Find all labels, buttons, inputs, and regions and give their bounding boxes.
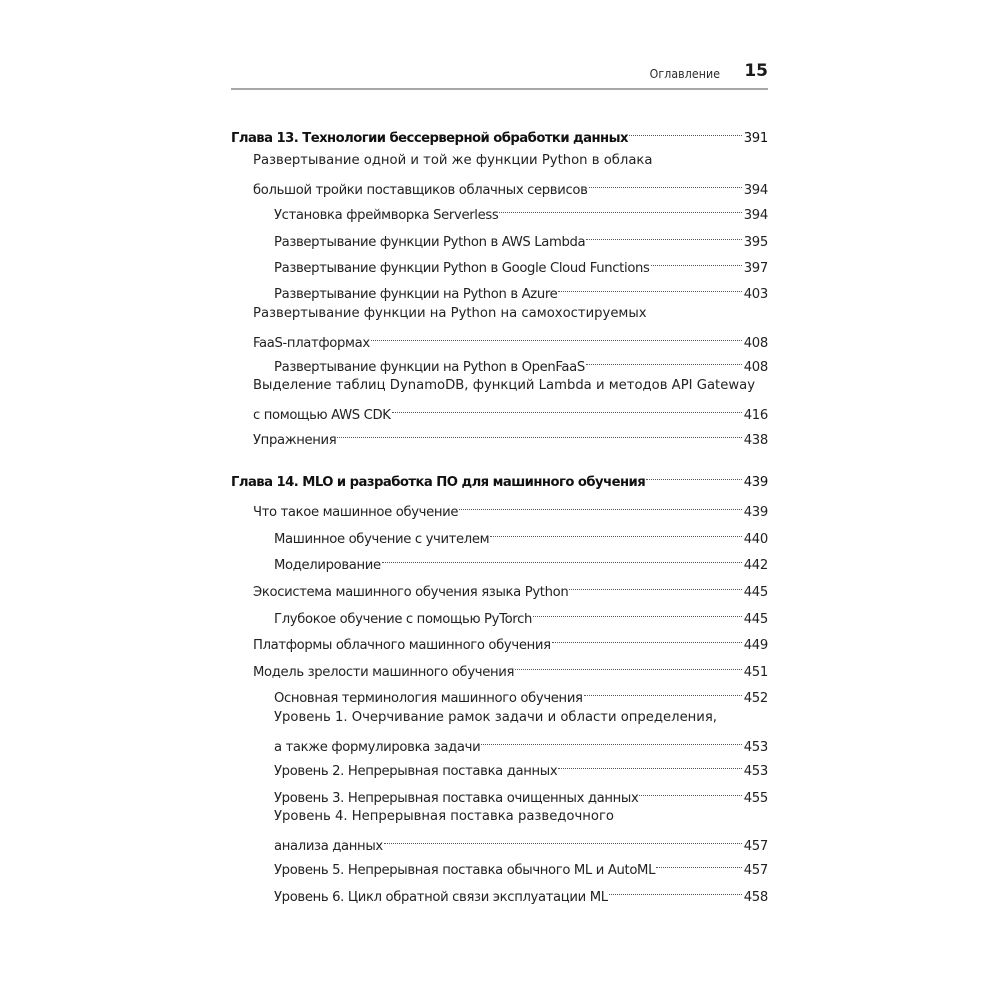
- toc-entry-title-line2: анализа данных: [274, 839, 383, 854]
- running-head: [231, 60, 768, 90]
- toc-entry-title: Развертывание функции на Python в Azure: [274, 287, 558, 302]
- toc-entry-title-line1: Уровень 4. Непрерывная поставка разведочного: [274, 809, 614, 824]
- toc-entry-page: 394: [743, 183, 768, 198]
- toc-entry-page: 452: [743, 691, 768, 706]
- dot-leader: [392, 397, 742, 419]
- dot-leader: [558, 753, 741, 775]
- toc-entry-page: 391: [743, 131, 768, 146]
- toc-entry-title: Что такое машинное обучение: [253, 505, 459, 520]
- running-head-section-title: Оглавление: [649, 66, 720, 81]
- dot-leader: [586, 224, 741, 246]
- dot-leader: [499, 197, 741, 219]
- dot-leader: [382, 547, 742, 569]
- toc-subsection-entry[interactable]: [274, 197, 768, 227]
- toc-entry-title: Основная терминология машинного обучения: [274, 691, 583, 706]
- toc-subsection-entry[interactable]: [274, 852, 768, 882]
- toc-entry-title: Платформы облачного машинного обучения: [253, 638, 551, 653]
- toc-section-entry[interactable]: [253, 422, 768, 452]
- toc-entry-page: 455: [743, 791, 768, 806]
- toc-section-entry[interactable]: [253, 627, 768, 657]
- toc-entry-page: 457: [743, 863, 768, 878]
- toc-subsection-entry[interactable]: [274, 276, 768, 306]
- toc-entry-title-line1: Развертывание функции на Python на самохостируемых: [253, 306, 647, 321]
- toc-entry-title: Моделирование: [274, 558, 381, 573]
- toc-entry-title-line2: большой тройки поставщиков облачных сервисов: [253, 183, 588, 198]
- dot-leader: [558, 276, 741, 298]
- toc-subsection-entry[interactable]: [274, 680, 768, 710]
- toc-entry-page: 416: [743, 408, 768, 423]
- dot-leader: [651, 250, 742, 272]
- toc-subsection-entry[interactable]: [274, 547, 768, 577]
- toc-entry-page: 442: [743, 558, 768, 573]
- toc-entry-page: 445: [743, 585, 768, 600]
- toc-entry-title: Упражнения: [253, 433, 337, 448]
- toc-entry-title: Глава 13. Технологии бессерверной обработки данных: [231, 131, 628, 146]
- toc-entry-page: 397: [743, 261, 768, 276]
- toc-entry-title: Развертывание функции Python в AWS Lambda: [274, 235, 586, 250]
- dot-leader: [656, 852, 742, 874]
- dot-leader: [515, 654, 742, 676]
- dot-leader: [569, 574, 741, 596]
- toc-entry-page: 445: [743, 612, 768, 627]
- toc-section-entry[interactable]: [253, 574, 768, 604]
- toc-entry-page: 408: [743, 360, 768, 375]
- dot-leader: [646, 464, 742, 486]
- toc-entry-title: Установка фреймворка Serverless: [274, 208, 499, 223]
- toc-entry-page: 449: [743, 638, 768, 653]
- toc-entry-title: Уровень 2. Непрерывная поставка данных: [274, 764, 558, 779]
- toc-entry-title: Глава 14. MLO и разработка ПО для машинного обучения: [231, 475, 646, 490]
- toc-entry-page: 453: [743, 740, 768, 755]
- dot-leader: [584, 680, 742, 702]
- toc-entry-title: Глубокое обучение с помощью PyTorch: [274, 612, 532, 627]
- toc-entry-page: 440: [743, 532, 768, 547]
- toc-entry-title: Уровень 3. Непрерывная поставка очищенных данных: [274, 791, 639, 806]
- dot-leader: [384, 828, 742, 850]
- toc-entry-title: Модель зрелости машинного обучения: [253, 665, 515, 680]
- toc-entry-title-line2: FaaS-платформах: [253, 336, 370, 351]
- toc-entry-title: Развертывание функции на Python в OpenFaaS: [274, 360, 585, 375]
- dot-leader: [490, 521, 742, 543]
- toc-entry-title-line2: а также формулировка задачи: [274, 740, 481, 755]
- dot-leader: [589, 172, 742, 194]
- toc-entry-title-line2: с помощью AWS CDK: [253, 408, 391, 423]
- toc-section-entry[interactable]: [253, 375, 768, 427]
- dot-leader: [337, 422, 741, 444]
- toc-entry-title: Машинное обучение с учителем: [274, 532, 490, 547]
- toc-entry-page: 408: [743, 336, 768, 351]
- page-number: 15: [744, 61, 768, 81]
- toc-chapter-13[interactable]: [231, 120, 768, 150]
- toc-entry-title-line1: Уровень 1. Очерчивание рамок задачи и области определения,: [274, 710, 717, 725]
- toc-entry-page: 458: [743, 890, 768, 905]
- toc-entry-page: 451: [743, 665, 768, 680]
- toc-entry-title: Развертывание функции Python в Google Cloud Functions: [274, 261, 650, 276]
- dot-leader: [609, 879, 742, 901]
- toc-entry-page: 453: [743, 764, 768, 779]
- dot-leader: [629, 120, 742, 142]
- toc-entry-title: Уровень 5. Непрерывная поставка обычного ML и AutoML: [274, 863, 656, 878]
- toc-subsection-entry[interactable]: [274, 707, 768, 759]
- dot-leader: [533, 601, 742, 623]
- toc-entry-page: 403: [743, 287, 768, 302]
- toc-entry-page: 438: [743, 433, 768, 448]
- toc-subsection-entry[interactable]: [274, 879, 768, 909]
- toc-entry-page: 439: [743, 475, 768, 490]
- toc-entry-page: 457: [743, 839, 768, 854]
- toc-entry-title: Уровень 6. Цикл обратной связи эксплуатации ML: [274, 890, 608, 905]
- toc-entry-page: 394: [743, 208, 768, 223]
- dot-leader: [459, 494, 742, 516]
- toc-subsection-entry[interactable]: [274, 806, 768, 858]
- book-page: [231, 0, 768, 1000]
- toc-chapter-14[interactable]: [231, 464, 768, 494]
- toc-section-entry[interactable]: [253, 150, 768, 202]
- toc-entry-page: 395: [743, 235, 768, 250]
- dot-leader: [481, 729, 741, 751]
- dot-leader: [371, 325, 742, 347]
- toc-entry-title-line1: Выделение таблиц DynamoDB, функций Lambda и методов API Gateway: [253, 378, 755, 393]
- toc-entry-page: 439: [743, 505, 768, 520]
- toc-section-entry[interactable]: [253, 303, 768, 355]
- toc-entry-title-line1: Развертывание одной и той же функции Python в облака: [253, 153, 653, 168]
- dot-leader: [639, 780, 741, 802]
- toc-subsection-entry[interactable]: [274, 753, 768, 783]
- toc-entry-title: Экосистема машинного обучения языка Python: [253, 585, 569, 600]
- toc-section-entry[interactable]: [253, 494, 768, 524]
- dot-leader: [586, 349, 742, 371]
- dot-leader: [552, 627, 742, 649]
